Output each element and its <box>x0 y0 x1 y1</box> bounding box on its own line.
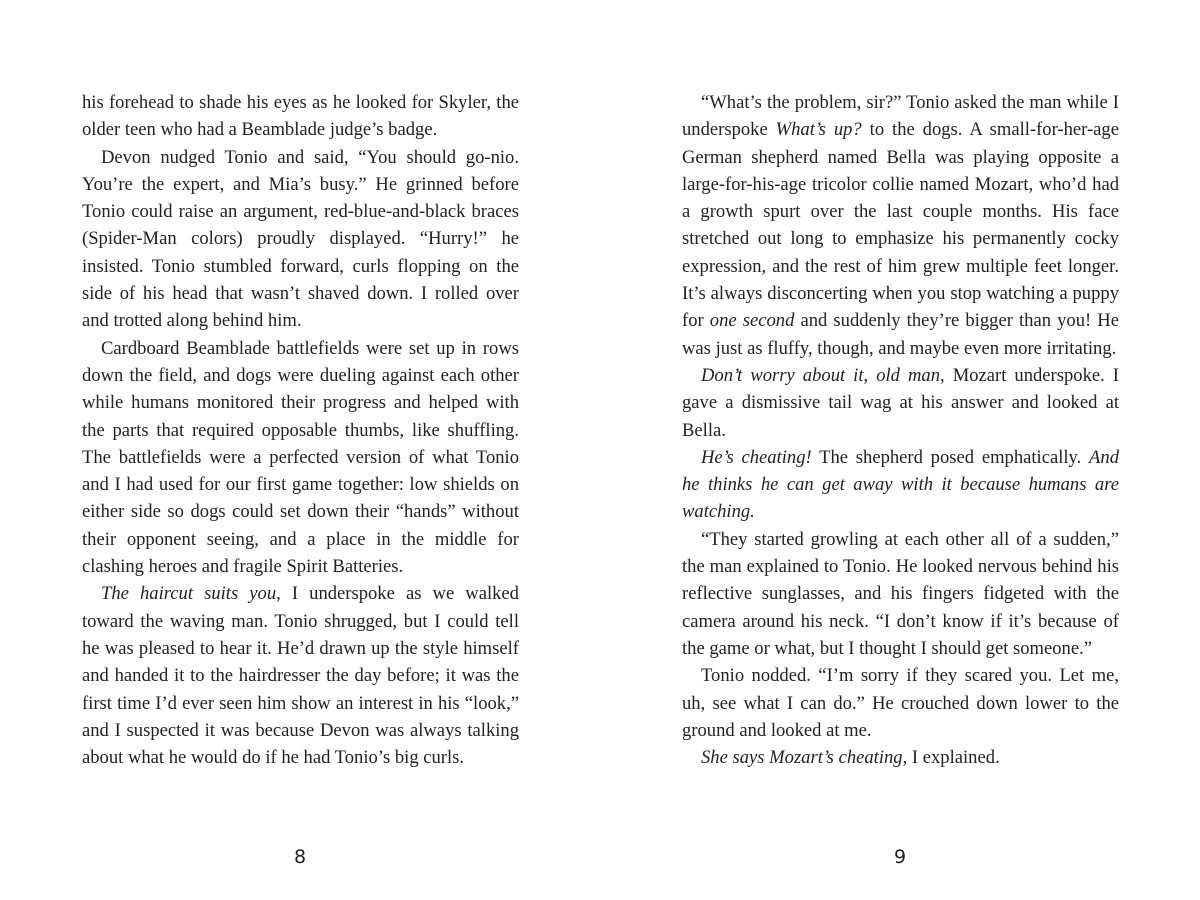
paragraph: The haircut suits you, I underspoke as we walked toward the waving man. Tonio shrugged, but I could tell he was pleased to hear it. He’d drawn up the style himself and handed it to the hairdresser the day before; it was the first time I’d ever seen him show an interest in his “look,” and I suspected it was because Devon was always talking about what he would do if he had Tonio’s big curls. <box>82 583 519 769</box>
right-page-text <box>682 89 1119 771</box>
paragraph: Cardboard Beamblade battlefields were set up in rows down the field, and dogs were dueling against each other while humans monitored their progress and helped with the parts that required opposable thumbs, like shuffling. The battlefields were a perfected version of what Tonio and I had used for our first game together: low shields on either side so dogs could set down their “hands” without their opponent seeing, and a place in the middle for clashing heroes and fragile Spirit Batteries. <box>82 337 519 578</box>
paragraph: She says Mozart’s cheating, I explained. <box>701 747 1000 769</box>
page-number-right: 9 <box>893 846 907 868</box>
paragraph: Don’t worry about it, old man, Mozart underspoke. I gave a dismissive tail wag at his answer and looked at Bella. <box>682 364 1119 441</box>
paragraph: “They started growling at each other all of a sudden,” the man explained to Tonio. He looked nervous behind his reflective sunglasses, and his fingers fidgeted with the camera around his neck. “I don’t know if it’s because of the game or what, but I thought I should get someone.” <box>682 528 1119 659</box>
paragraph: He’s cheating! The shepherd posed emphatically. And he thinks he can get away with it because humans are watching. <box>682 446 1119 523</box>
paragraph: Devon nudged Tonio and said, “You should go-nio. You’re the expert, and Mia’s busy.” He grinned before Tonio could raise an argument, red-blue-and-black braces (Spider-Man colors) proudly displayed. “Hurry!” he insisted. Tonio stumbled forward, curls flopping on the side of his head that wasn’t shaved down. I rolled over and trotted along behind him. <box>82 146 519 332</box>
paragraph: “What’s the problem, sir?” Tonio asked the man while I underspoke What’s up? to the dogs. A small-for-her-age German shepherd named Bella was playing opposite a large-for-his-age tricolor collie named Mozart, who’d had a growth spurt over the last couple months. His face stretched out long to emphasize his permanently cocky expression, and the rest of him grew multiple feet longer. It’s always disconcerting when you stop watching a puppy for one second and suddenly they’re bigger than you! He was just as fluffy, though, and maybe even more irritating. <box>682 92 1119 359</box>
paragraph: his forehead to shade his eyes as he looked for Skyler, the older teen who had a Beamblade judge’s badge. <box>82 92 519 141</box>
left-page-text <box>82 89 519 771</box>
page-number-left: 8 <box>293 846 307 868</box>
paragraph: Tonio nodded. “I’m sorry if they scared you. Let me, uh, see what I can do.” He crouched down lower to the ground and looked at me. <box>682 665 1119 741</box>
